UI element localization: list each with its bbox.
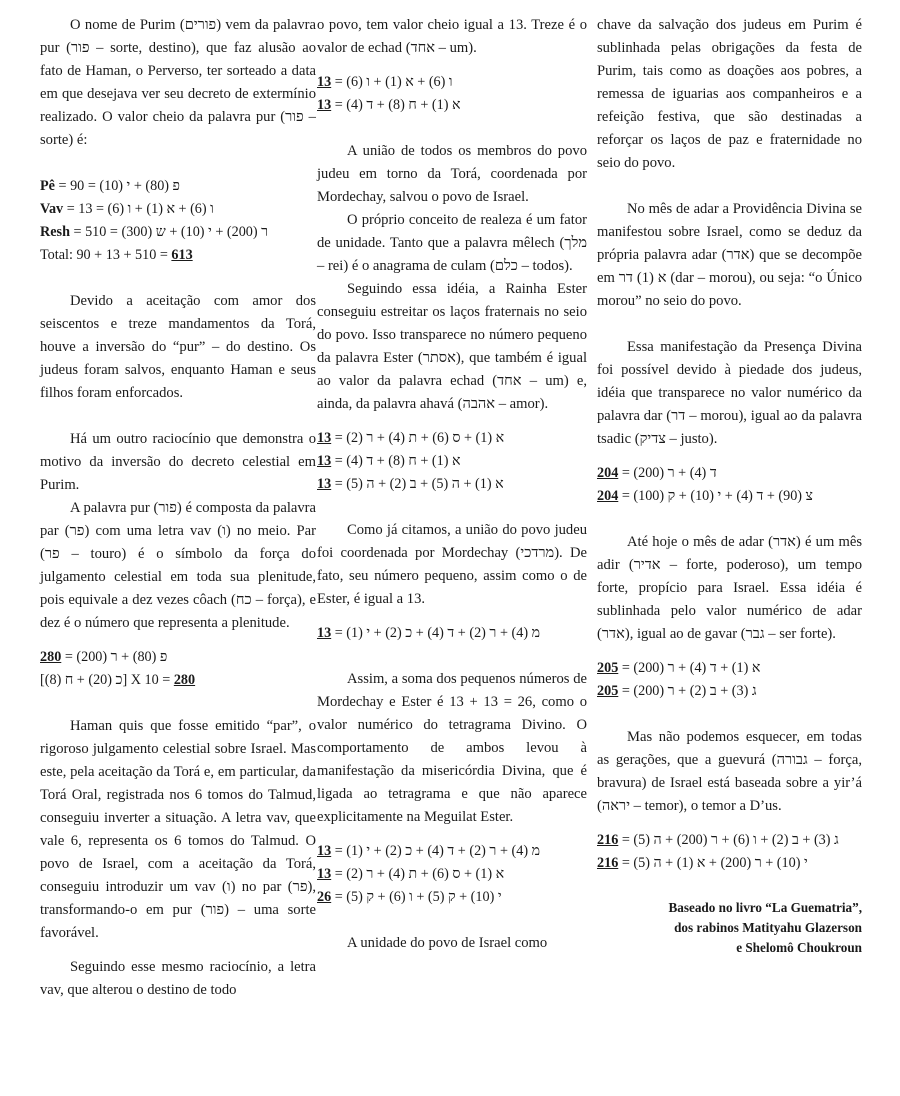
calc-total: Total: 90 + 13 + 510 = 613 xyxy=(40,247,193,263)
calc-tsadic: צ (90) + ד (4) + י (10) + ק (100) = 204 xyxy=(597,488,813,504)
credit-line-1: Baseado no livro “La Guematria”, xyxy=(668,900,862,915)
calc-mordechay: מ (4) + ר (2) + ד (4) + כ (2) + י (1) = 13 xyxy=(317,625,540,641)
paragraph-other-reasoning: Há um outro raciocínio que demonstra o motivo da inversão do decreto celestial em Purim. xyxy=(40,431,316,493)
calc-par-2: [כ (20) + ח (8)] X 10 = 280 xyxy=(40,672,196,688)
calc-ester: א (1) + ס (6) + ת (4) + ר (2) = 13 xyxy=(317,430,505,446)
paragraph-royalty: O próprio conceito de realeza é um fator de unidade. Tanto que a palavra mêlech (מלך – rei) é o anagrama de culam (כלם – todos). xyxy=(317,212,587,274)
paragraph-echad: o povo, tem valor cheio igual a 13. Treze é o valor de echad (אחד – um). xyxy=(317,17,587,56)
paragraph-presence: Essa manifestação da Presença Divina foi possível devido à piedade dos judeus, idéia que transparece no valor numérico da palavra dar (דר – morou), igual ao da palavra tsadic (צדיק – justo). xyxy=(597,339,863,447)
calc-guevura: ג (3) + ב (2) + ו (6) + ר (200) + ה (5) = 216 xyxy=(597,832,839,848)
calc-mordechay-2: מ (4) + ר (2) + ד (4) + כ (2) + י (1) = 13 xyxy=(317,843,540,859)
paragraph-ester: Seguindo essa idéia, a Rainha Ester conseguiu estreitar os laços fraternais no seio do povo. Isso transparece no número pequeno da palavra Ester (אסתר), que também é igual ao valor da palavra echad (אחד – um) e, ainda, da palavra ahavá (אהבה – amor). xyxy=(317,281,588,412)
calc-echad: א (1) + ח (8) + ד (4) = 13 xyxy=(317,453,461,469)
paragraph-haman-par: Haman quis que fosse emitido “par”, o rigoroso julgamento celestial sobre Israel. Mas este, pela aceitação da Torá e, em particular, da Torá Oral, registrada nos 6 tomos do Talmud, conseguiu inverter a situação. A letra vav, que vale 6, representa os 6 tomos do Talmud. O povo de Israel, com a aceitação da Torá, conseguiu introduzir um vav (ו) no par (פר), transformando-o em pur (פור) – uma sorte favorável. xyxy=(40,718,316,941)
calc-par-1: פ (80) + ר (200) = 280 xyxy=(40,649,168,665)
paragraph-unity: A unidade do povo de Israel como xyxy=(347,935,548,951)
calc-yira: י (10) + ר (200) + א (1) + ה (5) = 216 xyxy=(597,855,808,871)
column-2 xyxy=(317,14,587,955)
calc-ester-2: א (1) + ס (6) + ת (4) + ר (2) = 13 xyxy=(317,866,505,882)
paragraph-union: A união de todos os membros do povo judeu em torno da Torá, coordenada por Mordechay, salvou o povo de Israel. xyxy=(317,143,587,205)
column-1 xyxy=(40,14,316,1002)
paragraph-inversion: Devido a aceitação com amor dos seiscentos e treze mandamentos da Torá, houve a inversão do “pur” – do destino. Os judeus foram salvos, enquanto Haman e seus filhos foram enforcados. xyxy=(40,293,316,401)
paragraph-adir: Até hoje o mês de adar (אדר) é um mês adir (אדיר – forte, poderoso), um tempo forte, propício para Israel. Essa idéia é sublinhada pelo valor numérico de adar (אדר), igual ao de gavar (גבר – ser forte). xyxy=(597,534,863,642)
calc-dar: ד (4) + ר (200) = 204 xyxy=(597,465,717,481)
column-3 xyxy=(597,14,862,958)
paragraph-mordechay: Como já citamos, a união do povo judeu foi coordenada por Mordechay (מרדכי). De fato, seu número pequeno, assim como o de Ester, é igual a 13. xyxy=(317,522,587,607)
paragraph-guevura: Mas não podemos esquecer, em todas as gerações, que a guevurá (גבורה – força, bravura) de Israel está baseada sobre a yir’á (יראה – temor), o temor a D’us. xyxy=(597,729,862,814)
calc-ahava: א (1) + ה (5) + ב (2) + ה (5) = 13 xyxy=(317,476,504,492)
calc-tetragram: י (10) + ק (5) + ו (6) + ק (5) = 26 xyxy=(317,889,502,905)
calc-gavar: ג (3) + ב (2) + ר (200) = 205 xyxy=(597,683,757,699)
credit-line-3: e Shelomô Choukroun xyxy=(736,940,862,955)
calc-echad-13: א (1) + ח (8) + ד (4) = 13 xyxy=(317,97,461,113)
paragraph-tetragram: Assim, a soma dos pequenos números de Mordechay e Ester é 13 + 13 = 26, como o valor numérico do tetragrama Divino. O comportamento de ambos levou à manifestação da misericórdia Divina, que é ligada ao tetragrama e que não aparece explicitamente na Meguilat Ester. xyxy=(317,671,587,825)
paragraph-vav: Seguindo esse mesmo raciocínio, a letra vav, que alterou o destino de todo xyxy=(40,959,316,998)
calc-vav: Vav = ו (6) + א (1) + ו (6) = 13 xyxy=(40,201,214,217)
calc-vav-13: ו (6) + א (1) + ו (6) = 13 xyxy=(317,74,453,90)
paragraph-salvation: chave da salvação dos judeus em Purim é sublinhada pelas obrigações da festa de Purim, tais como as doações aos pobres, a remessa de iguarias aos companheiros e a refeição festiva, que são destinadas a reforçar os laços de paz e fraternidade no seio do povo. xyxy=(597,17,862,171)
calc-pe: Pê = פ (80) + י (10) = 90 xyxy=(40,178,180,194)
credit-line-2: dos rabinos Matityahu Glazerson xyxy=(674,920,862,935)
calc-resh: Resh = ר (200) + י (10) + ש (300) = 510 xyxy=(40,224,269,240)
paragraph-pur-par: A palavra pur (פור) é composta da palavra par (פר) com uma letra vav (ו) no meio. Par (פר – touro) é o símbolo da força do julgamento celestial em toda sua plenitude, pois equivale a dez vezes côach (כח – força), e dez é o número que representa a plenitude. xyxy=(40,500,316,631)
paragraph-adar: No mês de adar a Providência Divina se manifestou sobre Israel, como se deduz da própria palavra adar (אדר) que se decompõe em א (1) דר (dar – morou), ou seja: “o Único morou” no seio do povo. xyxy=(597,201,862,309)
source-credit xyxy=(597,898,862,958)
calc-adar: א (1) + ד (4) + ר (200) = 205 xyxy=(597,660,761,676)
paragraph-purim-name: O nome de Purim (פורים) vem da palavra pur (פור – sorte, destino), que faz alusão ao fato de Haman, o Perverso, ter sorteado a data em que desejava ver seu decreto de extermínio realizado. O valor cheio da palavra pur (פור – sorte) é: xyxy=(40,17,316,148)
